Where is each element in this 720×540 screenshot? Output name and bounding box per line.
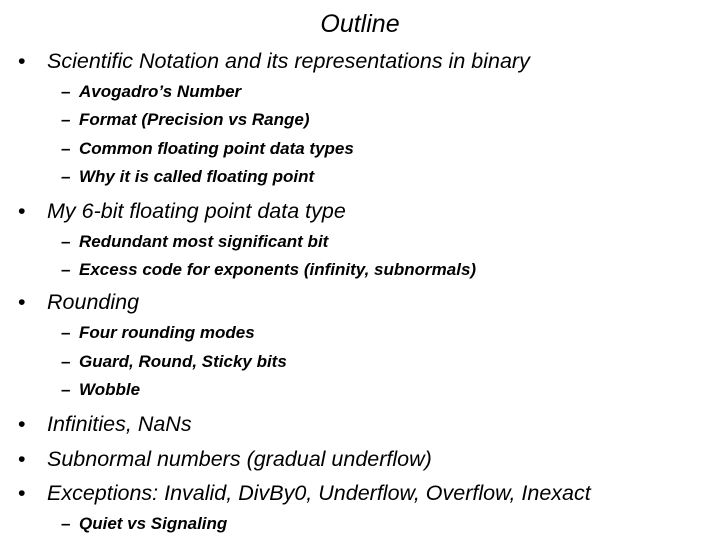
bullet-marker: • (18, 447, 26, 471)
bullet-item (18, 445, 432, 473)
sub-bullet-item (61, 138, 354, 160)
dash-marker: – (61, 110, 71, 129)
bullet-text: Infinities, NaNs (47, 412, 192, 436)
sub-bullet-item (61, 81, 241, 103)
sub-bullet-text: Avogadro’s Number (79, 82, 242, 101)
dash-marker: – (61, 514, 71, 533)
bullet-text: Exceptions: Invalid, DivBy0, Underflow, Overflow, Inexact (47, 481, 591, 505)
sub-bullet-text: Redundant most significant bit (79, 232, 329, 251)
dash-marker: – (61, 323, 71, 342)
sub-bullet-text: Why it is called floating point (79, 167, 315, 186)
sub-bullet-text: Quiet vs Signaling (79, 514, 228, 533)
sub-bullet-item (61, 259, 476, 281)
sub-bullet-item (61, 322, 255, 344)
bullet-text: Subnormal numbers (gradual underflow) (47, 447, 432, 471)
bullet-item (18, 47, 530, 75)
dash-marker: – (61, 260, 71, 279)
bullet-text: Scientific Notation and its representations in binary (47, 49, 530, 73)
sub-bullet-text: Format (Precision vs Range) (79, 110, 310, 129)
sub-bullet-text: Wobble (79, 380, 141, 399)
sub-bullet-item (61, 166, 314, 188)
sub-bullet-item (61, 351, 287, 373)
sub-bullet-text: Common floating point data types (79, 139, 354, 158)
bullet-marker: • (18, 49, 26, 73)
sub-bullet-text: Guard, Round, Sticky bits (79, 352, 287, 371)
bullet-text: Rounding (47, 290, 140, 314)
dash-marker: – (61, 139, 71, 158)
sub-bullet-text: Four rounding modes (79, 323, 255, 342)
dash-marker: – (61, 352, 71, 371)
sub-bullet-item (61, 379, 140, 401)
sub-bullet-text: Excess code for exponents (infinity, subnormals) (79, 260, 477, 279)
dash-marker: – (61, 232, 71, 251)
sub-bullet-item (61, 231, 328, 253)
bullet-marker: • (18, 412, 26, 436)
dash-marker: – (61, 167, 71, 186)
bullet-item (18, 197, 346, 225)
bullet-item (18, 410, 192, 438)
bullet-text: My 6-bit floating point data type (47, 199, 346, 223)
bullet-item (18, 479, 591, 507)
bullet-item (18, 288, 139, 316)
bullet-marker: • (18, 290, 26, 314)
dash-marker: – (61, 380, 71, 399)
slide-title: Outline (320, 10, 400, 38)
bullet-marker: • (18, 481, 26, 505)
sub-bullet-item (61, 513, 227, 535)
bullet-marker: • (18, 199, 26, 223)
dash-marker: – (61, 82, 71, 101)
sub-bullet-item (61, 109, 310, 131)
